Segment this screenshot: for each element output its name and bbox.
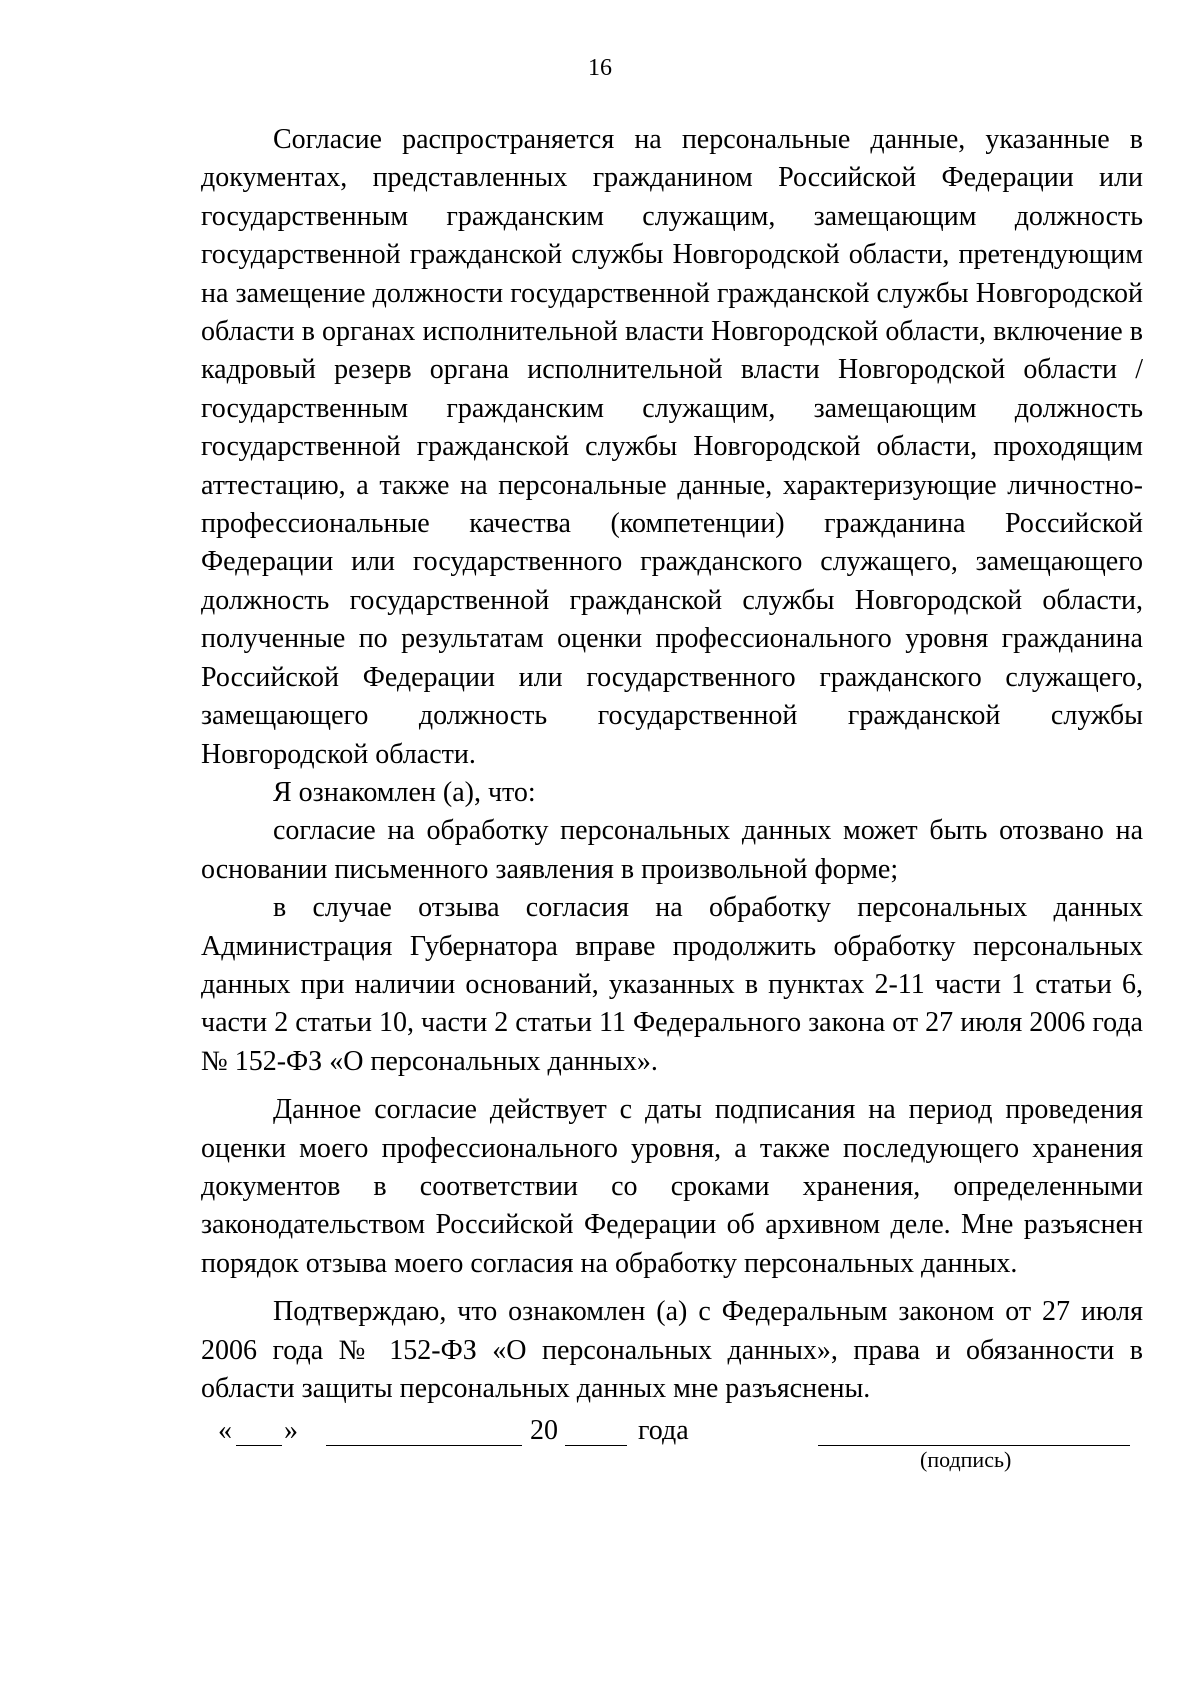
year-suffix: года <box>638 1415 689 1446</box>
document-body <box>201 121 1143 1408</box>
paragraph-confirmation: Подтверждаю, что ознакомлен (а) с Федеральным законом от 27 июля 2006 года № 152-ФЗ «О персональных данных», права и обязанности в области защиты персональных данных мне разъяснены. <box>201 1296 1143 1404</box>
paragraph-validity-period: Данное согласие действует с даты подписания на период проведения оценки моего профессионального уровня, а также последующего хранения документов в соответствии со сроками хранения, определенными законодательством Российской Федерации об архивном деле. Мне разъяснен порядок отзыва моего согласия на обработку персональных данных. <box>201 1094 1143 1279</box>
date-quote-open: « <box>218 1415 232 1446</box>
paragraph-withdrawal-consequences: в случае отзыва согласия на обработку персональных данных Администрация Губернатора вправе продолжить обработку персональных данных при наличии оснований, указанных в пунктах 2-11 части 1 статьи 6, части 2 статьи 10, части 2 статьи 11 Федерального закона от 27 июля 2006 года № 152-ФЗ «О персональных данных». <box>201 892 1143 1077</box>
page-number: 16 <box>588 55 612 81</box>
month-blank-line[interactable] <box>326 1445 522 1446</box>
paragraph-withdrawal-right: согласие на обработку персональных данных может быть отозвано на основании письменного заявления в произвольной форме; <box>201 815 1143 885</box>
signature-caption: (подпись) <box>920 1447 1012 1472</box>
paragraph-acknowledgement-intro: Я ознакомлен (а), что: <box>273 776 536 808</box>
paragraph-consent-scope: Согласие распространяется на персональные данные, указанные в документах, представленных гражданином Российской Федерации или государственным гражданским служащим, замещающим должность государственной гражданской службы Новгородской области, претендующим на замещение должности государственной гражданской службы Новгородской области в органах исполнительной власти Новгородской области, включение в кадровый резерв органа исполнительной власти Новгородской области / государственным гражданским служащим, замещающим должность государственной гражданской службы Новгородской области, проходящим аттестацию, а также на персональные данные, характеризующие личностно-профессиональные качества (компетенции) гражданина Российской Федерации или государственного гражданского служащего, замещающего должность государственной гражданской службы Новгородской области, полученные по результатам оценки профессионального уровня гражданина Российской Федерации или государственного гражданского служащего, замещающего должность государственной гражданской службы Новгородской области. <box>201 124 1143 770</box>
year-prefix: 20 <box>530 1415 558 1446</box>
day-blank-line[interactable] <box>236 1445 282 1446</box>
signature-date-row <box>0 1414 1200 1454</box>
year-blank-line[interactable] <box>565 1445 627 1446</box>
date-quote-close: » <box>284 1415 298 1446</box>
